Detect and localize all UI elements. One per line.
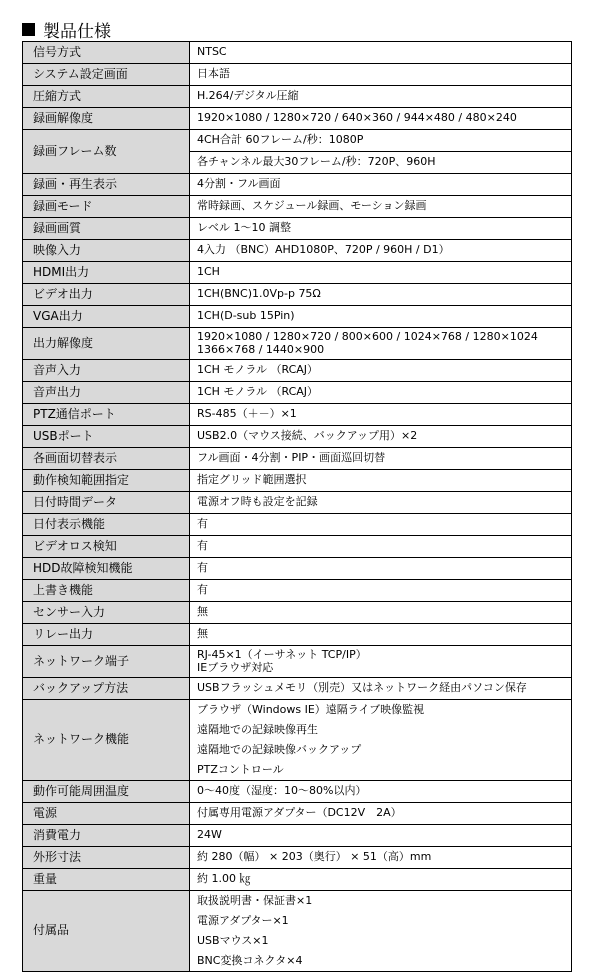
spec-value <box>190 869 572 891</box>
spec-label: 映像入力 <box>23 240 190 262</box>
spec-value <box>190 174 572 196</box>
spec-label: 日付時間データ <box>23 492 190 514</box>
spec-value <box>190 262 572 284</box>
spec-row <box>23 678 572 700</box>
spec-row <box>23 825 572 847</box>
spec-label: 出力解像度 <box>23 328 190 360</box>
spec-value <box>190 624 572 646</box>
spec-value-line: 1CH <box>197 265 220 279</box>
spec-value-line: 約 280（幅） × 203（奥行） × 51（高）mm <box>197 850 432 864</box>
spec-value <box>190 470 572 492</box>
spec-row <box>23 382 572 404</box>
spec-value <box>190 360 572 382</box>
spec-value-line: RS-485（＋－）×1 <box>197 407 297 421</box>
spec-value <box>190 700 572 781</box>
spec-row <box>23 130 572 152</box>
spec-value-line: 1920×1080 / 1280×720 / 640×360 / 944×480 / 480×240 <box>197 111 517 125</box>
spec-value-line: 1CH モノラル （RCAJ） <box>197 363 319 377</box>
spec-value-line: 24W <box>197 828 222 842</box>
spec-value <box>190 492 572 514</box>
spec-value-line: 有 <box>197 539 208 553</box>
spec-row <box>23 602 572 624</box>
spec-value <box>190 602 572 624</box>
spec-row <box>23 646 572 678</box>
spec-row <box>23 448 572 470</box>
spec-label: PTZ通信ポート <box>23 404 190 426</box>
spec-value-line: 日本語 <box>197 67 230 81</box>
spec-value-line: 1CH(D-sub 15Pin) <box>197 309 295 323</box>
spec-value-line: 指定グリッド範囲選択 <box>197 473 307 487</box>
spec-row <box>23 360 572 382</box>
spec-row <box>23 470 572 492</box>
spec-row <box>23 240 572 262</box>
spec-row <box>23 86 572 108</box>
spec-value <box>190 825 572 847</box>
spec-value-line: 1CH モノラル （RCAJ） <box>197 385 319 399</box>
spec-value-line: 無 <box>197 605 208 619</box>
spec-value <box>190 891 572 972</box>
spec-label: 音声出力 <box>23 382 190 404</box>
spec-row <box>23 700 572 781</box>
spec-row <box>23 558 572 580</box>
spec-value <box>190 580 572 602</box>
spec-row <box>23 108 572 130</box>
spec-row <box>23 426 572 448</box>
spec-row <box>23 328 572 360</box>
spec-label: 録画フレーム数 <box>23 130 190 174</box>
spec-value <box>190 847 572 869</box>
spec-value <box>190 86 572 108</box>
spec-label: 録画・再生表示 <box>23 174 190 196</box>
spec-value <box>190 42 572 64</box>
spec-value-line: USB2.0（マウス接続、バックアップ用）×2 <box>197 429 418 443</box>
spec-value <box>190 803 572 825</box>
spec-row <box>23 64 572 86</box>
spec-row <box>23 306 572 328</box>
spec-value-line: 4分割・フル画面 <box>197 177 281 191</box>
spec-label: 圧縮方式 <box>23 86 190 108</box>
spec-value-line: 付属専用電源アダプター（DC12V 2A） <box>197 806 402 820</box>
spec-value <box>190 218 572 240</box>
spec-label: 外形寸法 <box>23 847 190 869</box>
spec-value <box>190 448 572 470</box>
spec-label: ネットワーク端子 <box>23 646 190 678</box>
spec-value-line: 無 <box>197 627 208 641</box>
spec-row <box>23 847 572 869</box>
spec-value <box>190 514 572 536</box>
spec-label: システム設定画面 <box>23 64 190 86</box>
spec-value <box>190 536 572 558</box>
spec-row <box>23 514 572 536</box>
spec-value-line: 取扱説明書・保証書×1 <box>197 894 313 907</box>
spec-value-line: IEブラウザ対応 <box>197 660 274 674</box>
spec-row <box>23 218 572 240</box>
spec-value <box>190 240 572 262</box>
spec-value-line: 有 <box>197 517 208 531</box>
spec-label: センサー入力 <box>23 602 190 624</box>
spec-row <box>23 624 572 646</box>
spec-row <box>23 196 572 218</box>
spec-value-line: H.264/デジタル圧縮 <box>197 89 299 103</box>
spec-value-line: 約 1.00 ㎏ <box>197 872 251 886</box>
spec-label: 録画モード <box>23 196 190 218</box>
spec-value-line: RJ-45×1（イーサネット TCP/IP） <box>197 647 367 661</box>
spec-value-line: ブラウザ（Windows IE）遠隔ライブ映像監視 <box>197 703 425 716</box>
spec-table-body <box>23 42 572 972</box>
spec-value-line: 電源オフ時も設定を記録 <box>197 495 318 509</box>
spec-value-line: レベル 1～10 調整 <box>197 221 291 235</box>
spec-label: バックアップ方法 <box>23 678 190 700</box>
spec-row <box>23 869 572 891</box>
spec-label: 録画解像度 <box>23 108 190 130</box>
spec-label: ネットワーク機能 <box>23 700 190 781</box>
spec-row <box>23 891 572 972</box>
spec-value-line: 常時録画、スケジュール録画、モーション録画 <box>197 199 427 213</box>
spec-value-line: 1366×768 / 1440×900 <box>197 342 325 356</box>
spec-value-line: 有 <box>197 583 208 597</box>
spec-value-line: 1CH(BNC)1.0Vp-p 75Ω <box>197 287 321 301</box>
section-heading <box>22 18 111 40</box>
spec-label: 重量 <box>23 869 190 891</box>
spec-label: 録画画質 <box>23 218 190 240</box>
spec-value-line: 0～40度（湿度：10～80%以内） <box>197 784 367 798</box>
spec-row <box>23 284 572 306</box>
spec-value <box>190 426 572 448</box>
spec-value-line: USBマウス×1 <box>197 934 269 947</box>
square-bullet-icon <box>22 23 35 36</box>
spec-row <box>23 42 572 64</box>
spec-value <box>190 196 572 218</box>
spec-row <box>23 404 572 426</box>
spec-value <box>190 382 572 404</box>
spec-value-line: 電源アダプター×1 <box>197 914 289 927</box>
spec-value-line: 4入力 （BNC）AHD1080P、720P / 960H / D1） <box>197 243 450 257</box>
spec-value: 各チャンネル最大30フレーム/秒：720P、960H <box>190 152 572 174</box>
spec-value-line: 1920×1080 / 1280×720 / 800×600 / 1024×768 / 1280×1024 <box>197 329 538 343</box>
spec-value <box>190 404 572 426</box>
spec-value-line: USBフラッシュメモリ（別売）又はネットワーク経由パソコン保存 <box>197 681 527 695</box>
spec-value <box>190 306 572 328</box>
spec-label: ビデオロス検知 <box>23 536 190 558</box>
spec-value <box>190 558 572 580</box>
spec-label: 音声入力 <box>23 360 190 382</box>
spec-row <box>23 536 572 558</box>
spec-label: HDD故障検知機能 <box>23 558 190 580</box>
spec-label: ビデオ出力 <box>23 284 190 306</box>
spec-label: 電源 <box>23 803 190 825</box>
spec-label: 動作検知範囲指定 <box>23 470 190 492</box>
spec-row <box>23 781 572 803</box>
spec-value-line: PTZコントロール <box>197 763 284 776</box>
spec-value: 4CH合計 60フレーム/秒：1080P <box>190 130 572 152</box>
spec-label: 信号方式 <box>23 42 190 64</box>
spec-row <box>23 492 572 514</box>
spec-label: 消費電力 <box>23 825 190 847</box>
spec-label: 上書き機能 <box>23 580 190 602</box>
spec-row <box>23 803 572 825</box>
spec-table <box>22 41 572 972</box>
spec-label: USBポート <box>23 426 190 448</box>
spec-value-line: NTSC <box>197 45 227 59</box>
spec-value-line: 遠隔地での記録映像再生 <box>197 723 318 736</box>
spec-value-line: BNC変換コネクタ×4 <box>197 954 303 967</box>
spec-row <box>23 262 572 284</box>
spec-label: 動作可能周囲温度 <box>23 781 190 803</box>
spec-label: 各画面切替表示 <box>23 448 190 470</box>
spec-label: HDMI出力 <box>23 262 190 284</box>
spec-value-line: 有 <box>197 561 208 575</box>
spec-value <box>190 678 572 700</box>
spec-row <box>23 174 572 196</box>
spec-value <box>190 328 572 360</box>
spec-value <box>190 284 572 306</box>
spec-label: 付属品 <box>23 891 190 972</box>
spec-row <box>23 580 572 602</box>
spec-value <box>190 108 572 130</box>
spec-value-line: フル画面・4分割・PIP・画面巡回切替 <box>197 451 386 465</box>
spec-value-line: 遠隔地での記録映像バックアップ <box>197 743 362 756</box>
spec-label: リレー出力 <box>23 624 190 646</box>
spec-label: 日付表示機能 <box>23 514 190 536</box>
spec-value <box>190 781 572 803</box>
spec-value <box>190 64 572 86</box>
spec-label: VGA出力 <box>23 306 190 328</box>
spec-value <box>190 646 572 678</box>
section-heading-text: 製品仕様 <box>43 21 111 42</box>
